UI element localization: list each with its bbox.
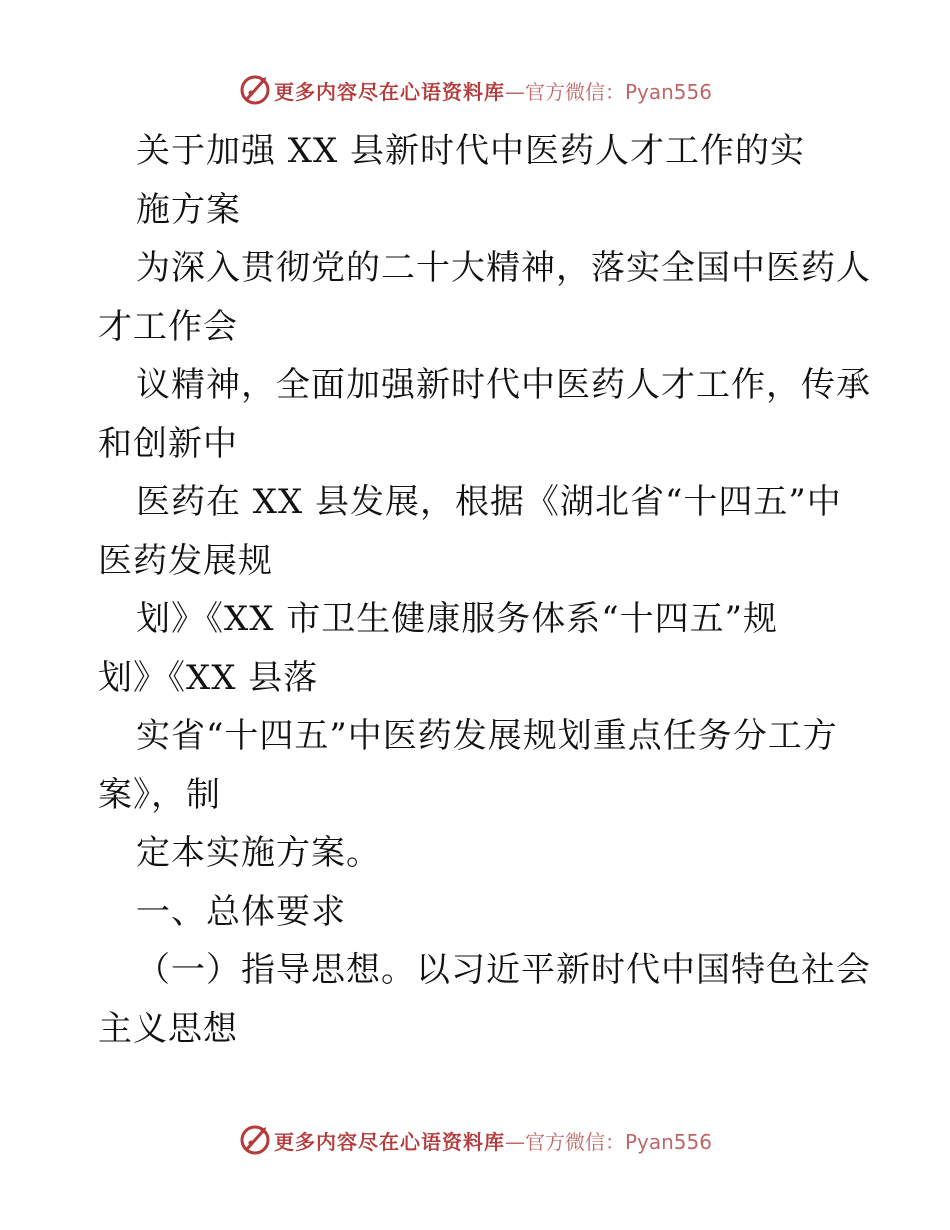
footer-watermark-banner xyxy=(0,1120,950,1160)
header-watermark-banner xyxy=(0,70,950,110)
document-line: 案》，制 xyxy=(98,774,221,815)
header-banner-main-text: 更多内容尽在心语资料库 xyxy=(273,79,505,104)
document-line: 才工作会 xyxy=(98,306,238,347)
document-line: 实省“十四五”中医药发展规划重点任务分工方 xyxy=(136,716,838,756)
footer-banner-inner xyxy=(238,1123,712,1157)
document-line: 医药在 XX 县发展，根据《湖北省“十四五”中 xyxy=(136,482,842,522)
document-line: 医药发展规 xyxy=(98,540,273,581)
document-line: 主义思想 xyxy=(98,1008,238,1049)
pen-logo-icon xyxy=(238,73,272,107)
document-line: 议精神，全面加强新时代中医药人才工作，传承 xyxy=(136,365,871,405)
document-line: 为深入贯彻党的二十大精神，落实全国中医药人 xyxy=(136,248,871,288)
document-line: 施方案 xyxy=(136,189,241,230)
document-line: 划》《XX 县落 xyxy=(98,657,319,698)
document-body xyxy=(98,122,871,1058)
header-banner-sub-text: —官方微信：Pyan556 xyxy=(504,79,712,104)
document-line: 划》《XX 市卫生健康服务体系“十四五”规 xyxy=(136,599,778,639)
header-banner-inner xyxy=(238,73,712,107)
document-line: 和创新中 xyxy=(98,423,238,464)
document-line: 定本实施方案。 xyxy=(136,833,381,873)
document-line: 关于加强 XX 县新时代中医药人才工作的实 xyxy=(136,131,806,171)
footer-banner-main-text: 更多内容尽在心语资料库 xyxy=(273,1129,505,1154)
section-heading: 一、总体要求 xyxy=(136,891,346,932)
pen-logo-icon xyxy=(238,1123,272,1157)
footer-banner-sub-text: —官方微信：Pyan556 xyxy=(504,1129,712,1154)
document-line: （一）指导思想。以习近平新时代中国特色社会 xyxy=(136,950,871,990)
